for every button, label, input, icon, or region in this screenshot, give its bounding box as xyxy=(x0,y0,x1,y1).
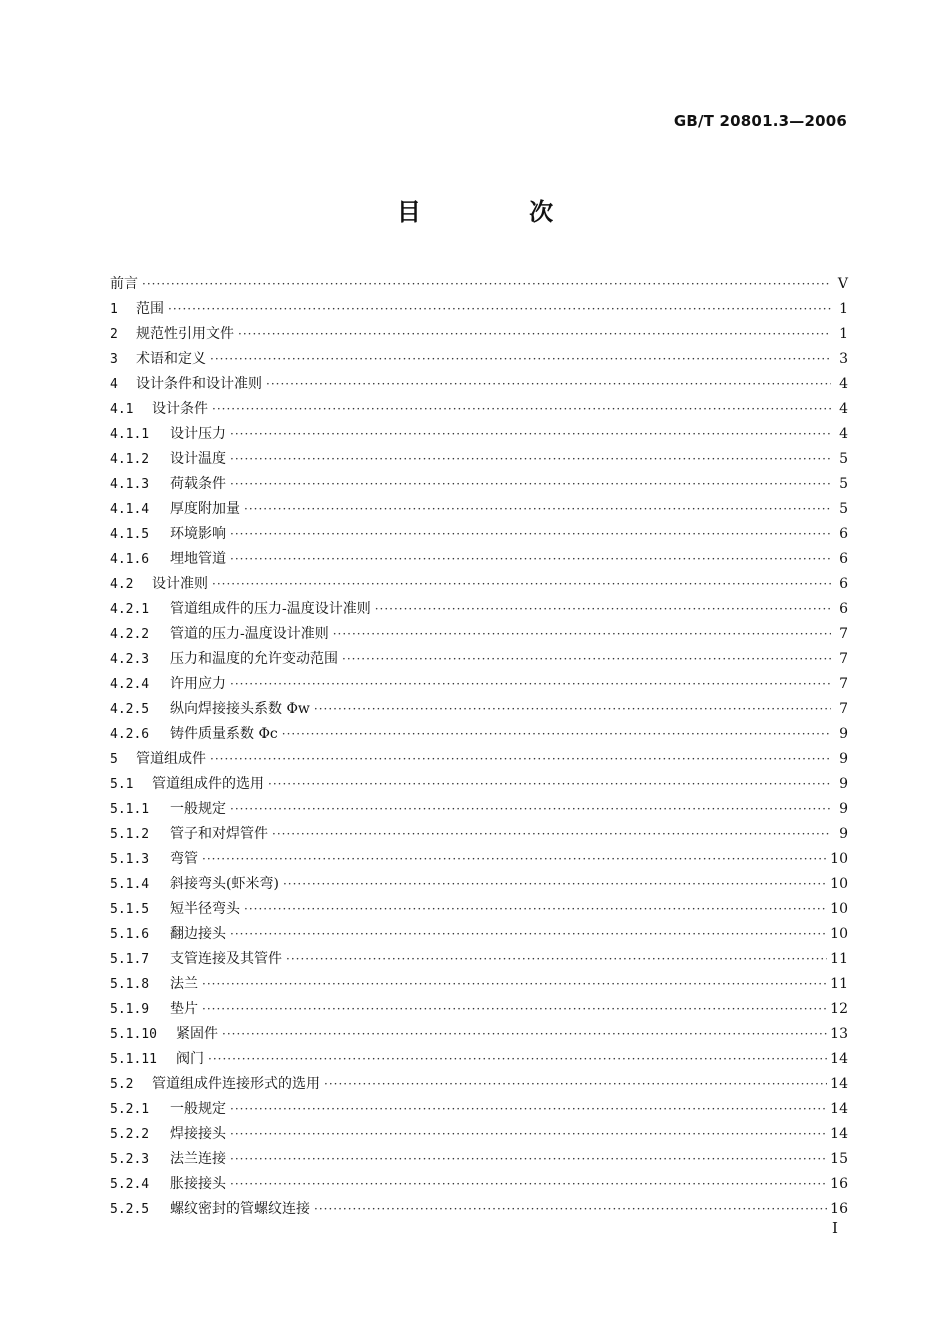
toc-entry[interactable] xyxy=(110,272,848,297)
toc-entry-page: 11 xyxy=(830,951,848,967)
toc-entry-number: 4.2 xyxy=(110,577,134,592)
page-title: 目 次 xyxy=(396,197,604,226)
dot-leader xyxy=(230,522,831,547)
toc-entry-page: 10 xyxy=(830,876,848,892)
toc-entry[interactable] xyxy=(110,547,848,572)
toc-entry-number: 5.1.4 xyxy=(110,877,150,892)
dot-leader xyxy=(202,972,827,997)
toc-entry[interactable] xyxy=(110,1097,848,1122)
toc-entry[interactable] xyxy=(110,1047,848,1072)
dot-leader xyxy=(230,547,831,572)
toc-entry-page: 10 xyxy=(830,901,848,917)
dot-leader xyxy=(230,472,831,497)
dot-leader xyxy=(230,922,827,947)
toc-entry[interactable] xyxy=(110,622,848,647)
toc-entry-number: 4.1.6 xyxy=(110,552,150,567)
dot-leader xyxy=(212,572,831,597)
toc-entry-number: 5.1 xyxy=(110,777,134,792)
toc-entry[interactable] xyxy=(110,1172,848,1197)
toc-entry-number: 5.1.1 xyxy=(110,802,150,817)
toc-entry-number: 5.1.5 xyxy=(110,902,150,917)
toc-entry-title: 术语和定义 xyxy=(136,351,206,367)
dot-leader xyxy=(324,1072,827,1097)
toc-entry-page: 5 xyxy=(839,476,848,492)
toc-entry-number: 1 xyxy=(110,302,118,317)
toc-entry-number: 4.1.4 xyxy=(110,502,150,517)
toc-entry-number: 4.2.3 xyxy=(110,652,150,667)
toc-entry-page: 6 xyxy=(839,576,848,592)
toc-entry-page: 15 xyxy=(830,1151,848,1167)
dot-leader xyxy=(282,722,831,747)
toc-entry[interactable] xyxy=(110,772,848,797)
toc-entry-page: 5 xyxy=(839,501,848,517)
toc-entry[interactable] xyxy=(110,397,848,422)
toc-entry[interactable] xyxy=(110,597,848,622)
document-number: GB/T 20801.3—2006 xyxy=(673,112,847,130)
toc-entry-title: 一般规定 xyxy=(170,1101,226,1117)
toc-entry[interactable] xyxy=(110,797,848,822)
toc-entry-number: 5.2.4 xyxy=(110,1177,150,1192)
toc-entry-page: 4 xyxy=(839,401,848,417)
toc-entry-page: 10 xyxy=(830,926,848,942)
toc-entry[interactable] xyxy=(110,447,848,472)
toc-entry-page: 14 xyxy=(830,1051,848,1067)
toc-entry-title: 垫片 xyxy=(170,1001,198,1017)
toc-entry-title: 阀门 xyxy=(176,1051,204,1067)
toc-entry-page: 1 xyxy=(839,301,848,317)
toc-entry[interactable] xyxy=(110,747,848,772)
dot-leader xyxy=(244,497,831,522)
toc-entry-title: 弯管 xyxy=(170,851,198,867)
toc-entry-title: 管道组成件 xyxy=(136,751,206,767)
dot-leader xyxy=(210,347,831,372)
toc-entry-page: 9 xyxy=(839,826,848,842)
dot-leader xyxy=(230,672,831,697)
toc-entry-page: 5 xyxy=(839,451,848,467)
toc-entry-number: 4.2.4 xyxy=(110,677,150,692)
toc-entry-number: 5.1.8 xyxy=(110,977,150,992)
toc-entry[interactable] xyxy=(110,872,848,897)
dot-leader xyxy=(230,422,831,447)
toc-entry[interactable] xyxy=(110,372,848,397)
toc-entry[interactable] xyxy=(110,697,848,722)
toc-entry-title: 翻边接头 xyxy=(170,926,226,942)
toc-entry-title: 许用应力 xyxy=(170,676,226,692)
toc-entry-title: 范围 xyxy=(136,301,164,317)
dot-leader xyxy=(142,272,831,297)
toc-entry-title: 斜接弯头(虾米弯) xyxy=(170,876,279,892)
toc-entry-title: 法兰连接 xyxy=(170,1151,226,1167)
dot-leader xyxy=(202,997,827,1022)
toc-entry-page: 3 xyxy=(839,351,848,367)
dot-leader xyxy=(230,1172,827,1197)
dot-leader xyxy=(314,697,831,722)
toc-entry-number: 5.2.5 xyxy=(110,1202,150,1217)
dot-leader xyxy=(208,1047,827,1072)
toc-entry-number: 4.1.5 xyxy=(110,527,150,542)
toc-entry[interactable] xyxy=(110,672,848,697)
toc-entry-number: 5.2 xyxy=(110,1077,134,1092)
toc-entry-page: 6 xyxy=(839,526,848,542)
toc-entry[interactable] xyxy=(110,1072,848,1097)
dot-leader xyxy=(168,297,831,322)
toc-entry-title: 荷载条件 xyxy=(170,476,226,492)
dot-leader xyxy=(272,822,831,847)
toc-entry-title: 环境影响 xyxy=(170,526,226,542)
toc-entry[interactable] xyxy=(110,497,848,522)
toc-entry-title: 紧固件 xyxy=(176,1026,218,1042)
toc-entry[interactable] xyxy=(110,897,848,922)
page-number: I xyxy=(832,1219,838,1237)
dot-leader xyxy=(375,597,831,622)
toc-entry-number: 2 xyxy=(110,327,118,342)
toc-entry-title: 纵向焊接接头系数 Φw xyxy=(170,701,310,717)
toc-entry[interactable] xyxy=(110,847,848,872)
toc-entry-number: 5.1.11 xyxy=(110,1052,157,1067)
toc-entry-page: 6 xyxy=(839,551,848,567)
toc-entry-title: 设计压力 xyxy=(170,426,226,442)
dot-leader xyxy=(314,1197,827,1222)
toc-entry-page: 14 xyxy=(830,1126,848,1142)
dot-leader xyxy=(266,372,831,397)
toc-entry-number: 4.2.1 xyxy=(110,602,150,617)
toc-entry[interactable] xyxy=(110,472,848,497)
toc-entry-number: 4.2.2 xyxy=(110,627,150,642)
toc-entry-title: 压力和温度的允许变动范围 xyxy=(170,651,338,667)
toc-entry-page: 9 xyxy=(839,801,848,817)
toc-entry-page: 9 xyxy=(839,726,848,742)
toc-entry-title: 埋地管道 xyxy=(170,551,226,567)
toc-entry[interactable] xyxy=(110,722,848,747)
dot-leader xyxy=(230,1097,827,1122)
toc-entry-number: 4.2.6 xyxy=(110,727,150,742)
dot-leader xyxy=(244,897,827,922)
toc-entry-page: 6 xyxy=(839,601,848,617)
toc-entry-page: 10 xyxy=(830,851,848,867)
toc-entry-number: 3 xyxy=(110,352,118,367)
toc-entry[interactable] xyxy=(110,972,848,997)
toc-entry-page: 16 xyxy=(830,1201,848,1217)
table-of-contents xyxy=(110,272,848,1222)
toc-entry-title: 设计温度 xyxy=(170,451,226,467)
toc-entry[interactable] xyxy=(110,572,848,597)
toc-entry-title: 一般规定 xyxy=(170,801,226,817)
toc-entry-page: 14 xyxy=(830,1101,848,1117)
toc-entry-number: 5.1.3 xyxy=(110,852,150,867)
toc-entry-title: 管道组成件的压力-温度设计准则 xyxy=(170,601,371,617)
toc-entry[interactable] xyxy=(110,322,848,347)
toc-entry[interactable] xyxy=(110,1197,848,1222)
toc-entry-title: 法兰 xyxy=(170,976,198,992)
toc-entry-title: 设计条件和设计准则 xyxy=(136,376,262,392)
toc-entry-page: 13 xyxy=(830,1026,848,1042)
dot-leader xyxy=(342,647,831,672)
toc-entry-title: 铸件质量系数 Φc xyxy=(170,726,278,742)
dot-leader xyxy=(230,1147,827,1172)
toc-entry-page: 1 xyxy=(839,326,848,342)
toc-entry-page: 11 xyxy=(830,976,848,992)
toc-entry[interactable] xyxy=(110,1022,848,1047)
toc-entry-number: 4.2.5 xyxy=(110,702,150,717)
dot-leader xyxy=(230,1122,827,1147)
dot-leader xyxy=(238,322,831,347)
toc-entry[interactable] xyxy=(110,297,848,322)
toc-entry-number: 5.1.10 xyxy=(110,1027,157,1042)
toc-entry-title: 设计准则 xyxy=(152,576,208,592)
toc-entry-title: 设计条件 xyxy=(152,401,208,417)
toc-entry-page: 7 xyxy=(839,651,848,667)
dot-leader xyxy=(333,622,831,647)
toc-entry-title: 支管连接及其管件 xyxy=(170,951,282,967)
dot-leader xyxy=(230,447,831,472)
toc-entry-number: 5.2.1 xyxy=(110,1102,150,1117)
toc-entry-title: 管道的压力-温度设计准则 xyxy=(170,626,329,642)
toc-entry-number: 4 xyxy=(110,377,118,392)
toc-entry-number: 5.1.2 xyxy=(110,827,150,842)
dot-leader xyxy=(283,872,827,897)
toc-entry-title: 胀接接头 xyxy=(170,1176,226,1192)
toc-entry[interactable] xyxy=(110,647,848,672)
dot-leader xyxy=(212,397,831,422)
toc-entry-page: 12 xyxy=(830,1001,848,1017)
toc-entry-number: 4.1.1 xyxy=(110,427,150,442)
dot-leader xyxy=(268,772,831,797)
toc-entry-number: 4.1.2 xyxy=(110,452,150,467)
toc-entry-title: 厚度附加量 xyxy=(170,501,240,517)
toc-entry-title: 管子和对焊管件 xyxy=(170,826,268,842)
toc-entry-page: 9 xyxy=(839,751,848,767)
toc-entry-page: 4 xyxy=(839,426,848,442)
toc-entry-page: 9 xyxy=(839,776,848,792)
dot-leader xyxy=(286,947,827,972)
toc-entry-page: 14 xyxy=(830,1076,848,1092)
toc-entry-number: 4.1.3 xyxy=(110,477,150,492)
dot-leader xyxy=(210,747,831,772)
toc-entry-page: 7 xyxy=(839,701,848,717)
toc-entry-number: 5.2.2 xyxy=(110,1127,150,1142)
dot-leader xyxy=(230,797,831,822)
toc-entry[interactable] xyxy=(110,997,848,1022)
toc-entry-title: 螺纹密封的管螺纹连接 xyxy=(170,1201,310,1217)
dot-leader xyxy=(202,847,827,872)
toc-entry-number: 4.1 xyxy=(110,402,134,417)
toc-entry[interactable] xyxy=(110,1147,848,1172)
toc-entry-number: 5.1.6 xyxy=(110,927,150,942)
toc-entry-page: 4 xyxy=(839,376,848,392)
toc-entry-title: 前言 xyxy=(110,276,138,292)
toc-entry-number: 5.1.7 xyxy=(110,952,150,967)
toc-entry-page: 7 xyxy=(839,676,848,692)
toc-entry[interactable] xyxy=(110,1122,848,1147)
toc-entry-number: 5.1.9 xyxy=(110,1002,150,1017)
toc-entry-page: 7 xyxy=(839,626,848,642)
toc-entry[interactable] xyxy=(110,822,848,847)
toc-entry[interactable] xyxy=(110,422,848,447)
dot-leader xyxy=(222,1022,827,1047)
toc-entry-title: 短半径弯头 xyxy=(170,901,240,917)
toc-entry-page: 16 xyxy=(830,1176,848,1192)
toc-entry-number: 5 xyxy=(110,752,118,767)
toc-entry-title: 规范性引用文件 xyxy=(136,326,234,342)
toc-entry[interactable] xyxy=(110,347,848,372)
toc-entry-number: 5.2.3 xyxy=(110,1152,150,1167)
toc-entry[interactable] xyxy=(110,947,848,972)
toc-entry-title: 管道组成件的选用 xyxy=(152,776,264,792)
toc-entry-page: V xyxy=(837,276,848,292)
toc-entry-title: 管道组成件连接形式的选用 xyxy=(152,1076,320,1092)
toc-entry[interactable] xyxy=(110,922,848,947)
toc-entry[interactable] xyxy=(110,522,848,547)
toc-entry-title: 焊接接头 xyxy=(170,1126,226,1142)
